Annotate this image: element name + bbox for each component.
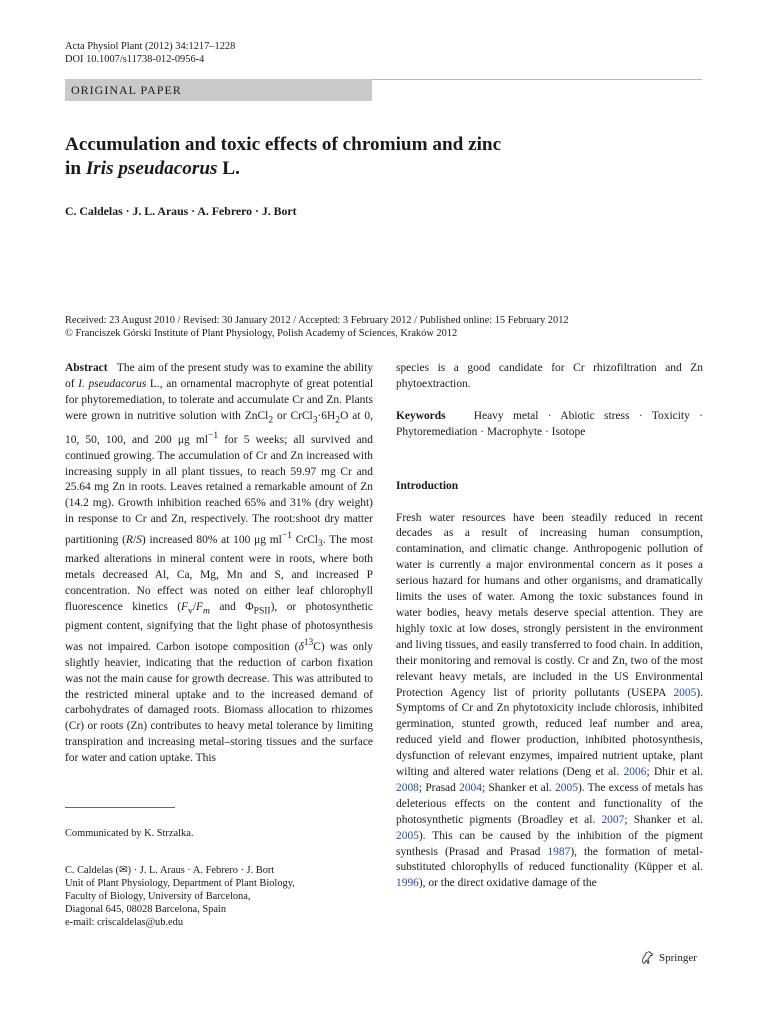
left-column [65,361,373,767]
abstract-body: Abstract The aim of the present study was to examine the ability of I. pseudacorus L., an ornamental macrophyte of great potential for phytoremediation, to tolerate and accumulate Cr and Zn. Plants were grown in nutritive solution with ZnCl$_2$ or $CrCl_3\cdot 6H_2O$ at 0, 10, 50, 100, and 200 μg $ml^{-1}$ for 5 weeks; all survived and continued growing. The accumulation of Cr and Zn increased with increasing supply in all plant tissues, to reach 59.97 mg Cr and 25.64 mg Zn in roots. Leaves retained a remarkable amount of Zn (14.2 mg). Growth inhibition reached 65% and 31% (dry weight) in response to Cr and Zn, respectively. The root:shoot dry matter partitioning (R/S) increased 80% at 100 μg $ml^{-1}$ CrCl$_3$. The most marked alterations in mineral content were in roots, where both metals decreased Al, Ca, Mg, Mn and S, and increased P concentration. No effect was noted on either leaf chlorophyll fluorescence kinetics ($F_v/F_m$ and $\Phi_{PSII}$), or photosynthetic pigment content, signifying that the light phase of photosynthesis was not impaired. Carbon isotope composition $(\delta^{13}C)$ was only slightly heavier, indicating that the reduction of carbon fixation was not the main cause for growth decrease. This was attributed to the restricted mineral uptake and to the increased demand of carbohydrates of damaged roots. Biomass allocation to rhizomes (Cr) or roots (Zn) contributes to heavy metal tolerance by limiting transpiration and increasing metal–storing tissues and the surface for water and cation uptake. This [65,362,374,765]
citation-link[interactable]: 2005 [673,686,697,699]
citation-link[interactable]: 2005 [396,829,419,842]
author-affiliation [65,864,295,929]
citation-link[interactable]: 1987 [547,845,571,858]
citation-link[interactable]: 1996 [396,877,419,890]
email-line[interactable]: e-mail: criscaldelas@ub.edu [65,917,184,928]
author-list: C. Caldelas · J. L. Araus · A. Febrero · J. Bort [65,204,297,218]
keywords-heading: Keywords [396,409,446,422]
introduction-heading: Introduction [396,479,459,492]
publisher-name: Springer [659,952,697,964]
communicated-by: Communicated by K. Strzalka. [65,828,194,839]
right-column [396,361,703,892]
affiliation-line: Faculty of Biology, University of Barcelona, [65,891,251,902]
header-rule [372,79,702,80]
introduction-body: Fresh water resources have been steadily reduced in recent decades as a result of increasing human consumption, contamination, and climatic change. Anthropogenic pollution of water is currently a major environmental concern as it poses a serious hazard for humans and other organisms, and dramatically limits the uses of water. Among the toxic substances found in water bodies, heavy metals deserve special attention. They are highly toxic at low doses, strongly persistent in the environment and living tissues, and easily transferred to food chain. In addition, their monitoring and removal is costly. Cr and Zn, two of the most relevant heavy metals, are included in the US Environmental Protection Agency list of priority pollutants (USEPA 2005). Symptoms of Cr and Zn phytotoxicity include chlorosis, inhibited germination, stunted growth, reduced leaf number and area, reduced yield and flower production, inhibited photosynthesis, dysfunction of relevant enzymes, impaired nutrient uptake, plant wilting and altered water relations (Deng et al. 2006; Dhir et al. 2008; Prasad 2004; Shanker et al. 2005). The excess of metals has deleterious effects on the content and functionality of the photosynthetic pigments (Broadley et al. 2007; Shanker et al. 2005). This can be caused by the inhibition of the pigment synthesis (Prasad and Prasad 1987), the formation of metal-substituted chlorophylls of reduced functionality (Küpper et al. 1996), or the direct oxidative damage of the [396,511,703,890]
citation-link[interactable]: 2007 [601,813,625,826]
title-line-1: Accumulation and toxic effects of chromium and zinc [65,134,502,155]
affiliation-line: C. Caldelas (✉) · J. L. Araus · A. Febrero · J. Bort [65,865,275,876]
article-title [65,133,705,181]
springer-horse-icon [640,951,655,965]
citation-link[interactable]: 2006 [623,766,647,779]
abstract-heading: Abstract [65,362,108,374]
title-line-2-suffix: L. [217,158,240,179]
affiliation-line: Diagonal 645, 08028 Barcelona, Spain [65,904,227,915]
keywords-list: Heavy metal · Abiotic stress · Toxicity · Phytoremediation · Macrophyte · Isotope [396,409,703,438]
journal-info [65,40,235,66]
publisher-mark [640,951,697,965]
footnote-separator [65,807,175,808]
affiliation-line: Unit of Plant Physiology, Department of Plant Biology, [65,878,295,889]
abstract-continuation: species is a good candidate for Cr rhizofiltration and Zn phytoextraction. [396,362,703,390]
doi[interactable]: DOI 10.1007/s11738-012-0956-4 [65,54,205,65]
citation-link[interactable]: 2004 [459,781,482,794]
copyright-line: © Franciszek Górski Institute of Plant Physiology, Polish Academy of Sciences, Kraków 2012 [65,328,458,340]
species-name: Iris pseudacorus [85,158,218,179]
publication-history [65,314,705,341]
title-line-2-prefix: in [65,158,86,179]
history-dates: Received: 23 August 2010 / Revised: 30 January 2012 / Accepted: 3 February 2012 / Published online: 15 February 2012 [65,315,569,326]
journal-citation: Acta Physiol Plant (2012) 34:1217–1228 [65,41,236,52]
citation-link[interactable]: 2005 [555,781,578,794]
citation-link[interactable]: 2008 [396,781,419,794]
keywords [396,409,703,441]
article-type-banner: ORIGINAL PAPER [65,79,372,101]
